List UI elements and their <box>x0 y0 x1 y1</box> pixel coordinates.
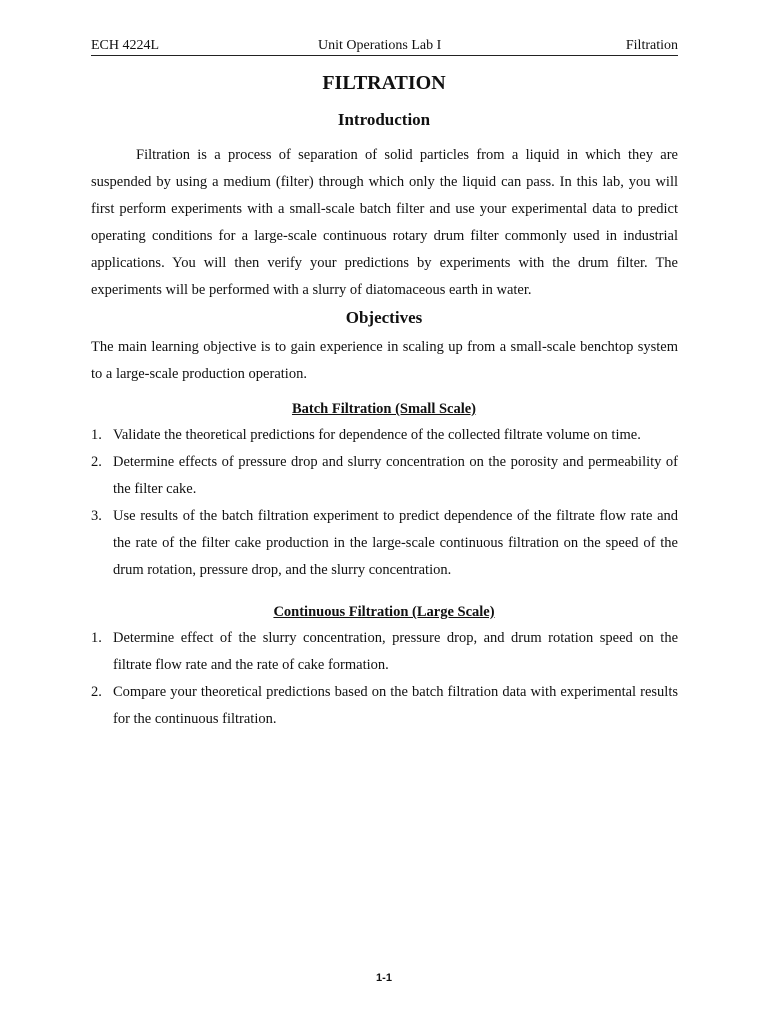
batch-objectives-list <box>91 422 678 584</box>
list-item-number: 1. <box>91 630 102 646</box>
list-item <box>91 422 678 449</box>
list-item-text: Determine effect of the slurry concentration, pressure drop, and drum rotation speed on the filtrate flow rate and the rate of cake formation. <box>113 630 678 673</box>
list-item-text: Validate the theoretical predictions for dependence of the collected filtrate volume on time. <box>113 427 641 443</box>
batch-filtration-heading <box>0 399 768 419</box>
list-item-text: Determine effects of pressure drop and slurry concentration on the porosity and permeability of the filter cake. <box>113 454 678 497</box>
list-item <box>91 449 678 503</box>
list-item <box>91 625 678 679</box>
page-number: 1-1 <box>376 972 392 984</box>
list-item-number: 2. <box>91 684 102 700</box>
list-item-text: Compare your theoretical predictions based on the batch filtration data with experimental results for the continuous filtration. <box>113 684 678 727</box>
continuous-objectives-list <box>91 625 678 733</box>
continuous-filtration-heading-text: Continuous Filtration (Large Scale) <box>273 604 495 620</box>
list-item-number: 1. <box>91 427 102 443</box>
introduction-heading: Introduction <box>337 110 431 129</box>
list-item-text: Use results of the batch filtration experiment to predict dependence of the filtrate flow rate and the rate of the filter cake production in the large-scale continuous filtration on the speed of the drum rotation, pressure drop, and the slurry concentration. <box>113 508 678 578</box>
running-header <box>91 37 678 56</box>
continuous-filtration-heading <box>0 602 768 622</box>
list-item-number: 2. <box>91 454 102 470</box>
header-topic: Filtration <box>625 38 678 53</box>
list-item <box>91 503 678 584</box>
document-title: FILTRATION <box>322 72 446 94</box>
objectives-heading: Objectives <box>345 308 423 327</box>
introduction-paragraph: Filtration is a process of separation of solid particles from a liquid in which they are suspended by using a medium (filter) through which only the liquid can pass. In this lab, you will first perform experiments with a small-scale batch filter and use your experimental data to predict operating conditions for a large-scale continuous rotary drum filter commonly used in industrial applications. You will then verify your predictions by experiments with the drum filter. The experiments will be performed with a slurry of diatomaceous earth in water. <box>91 147 678 298</box>
objectives-paragraph: The main learning objective is to gain experience in scaling up from a small-scale benchtop system to a large-scale production operation. <box>91 339 678 382</box>
header-lab-name: Unit Operations Lab I <box>318 38 442 53</box>
header-course-code: ECH 4224L <box>91 38 160 53</box>
list-item <box>91 679 678 733</box>
batch-filtration-heading-text: Batch Filtration (Small Scale) <box>291 401 477 417</box>
list-item-number: 3. <box>91 508 102 524</box>
